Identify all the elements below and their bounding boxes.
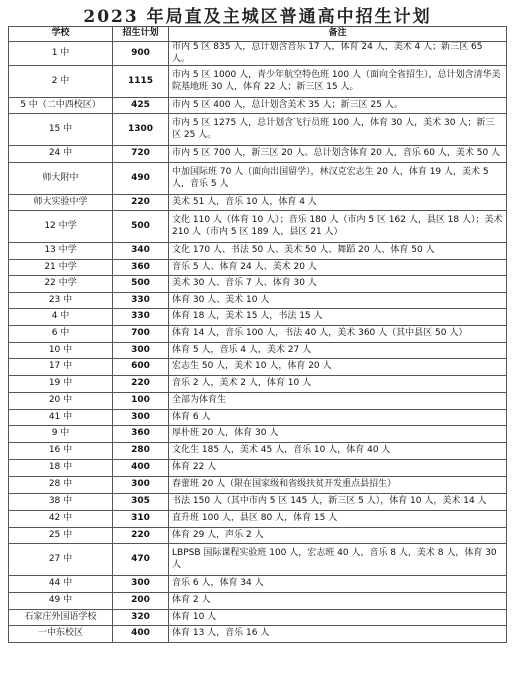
school-cell: 4 中 [9,309,113,326]
school-cell: 21 中学 [9,260,113,276]
table-row [9,146,507,163]
quota-cell: 100 [113,393,169,410]
quota-cell: 400 [113,460,169,477]
school-cell: 19 中 [9,376,113,393]
quota-cell: 500 [113,211,169,243]
note-cell: 宏志生 50 人，美术 10 人，体育 20 人 [169,359,507,376]
table-row [9,626,507,643]
school-cell: 42 中 [9,511,113,528]
note-cell: 体育 5 人，音乐 4 人，美术 27 人 [169,343,507,359]
note-cell: 美术 30 人、音乐 7 人、体育 30 人 [169,276,507,293]
note-cell: 体育 2 人 [169,593,507,610]
table-row [9,460,507,477]
table-row [9,293,507,309]
quota-cell: 280 [113,443,169,460]
quota-cell: 1115 [113,66,169,98]
quota-cell: 720 [113,146,169,163]
note-cell: 书法 150 人（其中市内 5 区 145 人，新三区 5 人），体育 10 人，美术 14 人 [169,494,507,511]
quota-cell: 220 [113,376,169,393]
school-cell: 18 中 [9,460,113,477]
note-cell: 体育 14 人，音乐 100 人，书法 40 人，美术 360 人（其中县区 50 人） [169,326,507,343]
quota-cell: 330 [113,293,169,309]
school-cell: 1 中 [9,42,113,66]
table-row [9,393,507,410]
quota-cell: 490 [113,163,169,195]
school-cell: 9 中 [9,426,113,443]
note-cell: 厚朴班 20 人，体育 30 人 [169,426,507,443]
note-cell: 直升班 100 人，县区 80 人，体育 15 人 [169,511,507,528]
quota-cell: 900 [113,42,169,66]
table-row [9,426,507,443]
quota-cell: 425 [113,98,169,114]
quota-cell: 360 [113,260,169,276]
header-quota: 招生计划 [113,27,169,42]
school-cell: 27 中 [9,544,113,576]
table-row [9,195,507,211]
table-body [9,42,507,643]
header-school: 学校 [9,27,113,42]
table-row [9,511,507,528]
table-row [9,98,507,114]
table-row [9,163,507,195]
note-cell: 体育 10 人 [169,610,507,626]
school-cell: 20 中 [9,393,113,410]
quota-cell: 700 [113,326,169,343]
quota-cell: 400 [113,626,169,643]
quota-cell: 300 [113,343,169,359]
quota-cell: 220 [113,195,169,211]
note-cell: 美术 51 人，音乐 10 人，体育 4 人 [169,195,507,211]
table-row [9,359,507,376]
table-row [9,260,507,276]
header-row [9,27,507,42]
school-cell: 28 中 [9,477,113,494]
quota-cell: 305 [113,494,169,511]
quota-cell: 300 [113,576,169,593]
note-cell: 市内 5 区 835 人，总计划含音乐 17 人，体育 24 人，美术 4 人；新三区 65 人。 [169,42,507,66]
quota-cell: 340 [113,243,169,260]
quota-cell: 330 [113,309,169,326]
note-cell: 体育 18 人，美术 15 人，书法 15 人 [169,309,507,326]
table-row [9,610,507,626]
quota-cell: 310 [113,511,169,528]
table-row [9,494,507,511]
school-cell: 41 中 [9,410,113,426]
note-cell: 音乐 2 人，美术 2 人，体育 10 人 [169,376,507,393]
note-cell: 文化 110 人（体育 10 人）；音乐 180 人（市内 5 区 162 人，县区 18 人）；美术 210 人（市内 5 区 189 人，县区 21 人） [169,211,507,243]
quota-cell: 600 [113,359,169,376]
note-cell: 市内 5 区 1000 人，青少年航空特色班 100 人（面向全省招生），总计划含清华美院基地班 30 人，体育 22 人；新三区 15 人。 [169,66,507,98]
school-cell: 2 中 [9,66,113,98]
note-cell: 市内 5 区 700 人，新三区 20 人。总计划含体育 20 人，音乐 60 人，美术 50 人 [169,146,507,163]
table-row [9,243,507,260]
note-cell: 体育 22 人 [169,460,507,477]
school-cell: 38 中 [9,494,113,511]
school-cell: 师大实验中学 [9,195,113,211]
school-cell: 25 中 [9,528,113,544]
quota-cell: 500 [113,276,169,293]
table-row [9,114,507,146]
school-cell: 44 中 [9,576,113,593]
note-cell: 市内 5 区 400 人，总计划含美术 35 人；新三区 25 人。 [169,98,507,114]
quota-cell: 200 [113,593,169,610]
note-cell: 文化生 185 人，美术 45 人，音乐 10 人，体育 40 人 [169,443,507,460]
school-cell: 石家庄外国语学校 [9,610,113,626]
table-row [9,528,507,544]
enrollment-plan-table [8,26,507,643]
note-cell: 音乐 6 人，体育 34 人 [169,576,507,593]
note-cell: 全部为体育生 [169,393,507,410]
quota-cell: 300 [113,410,169,426]
note-cell: 文化 170 人、书法 50 人、美术 50 人、舞蹈 20 人、体育 50 人 [169,243,507,260]
school-cell: 49 中 [9,593,113,610]
table-row [9,443,507,460]
note-cell: LBPSB 国际课程实验班 100 人，宏志班 40 人，音乐 8 人，美术 8 人，体育 30 人 [169,544,507,576]
header-notes: 备注 [169,27,507,42]
table-row [9,593,507,610]
table-row [9,42,507,66]
table-row [9,477,507,494]
school-cell: 24 中 [9,146,113,163]
school-cell: 5 中（二中西校区） [9,98,113,114]
table-row [9,326,507,343]
quota-cell: 1300 [113,114,169,146]
school-cell: 一中东校区 [9,626,113,643]
table-row [9,410,507,426]
table-row [9,211,507,243]
school-cell: 17 中 [9,359,113,376]
school-cell: 6 中 [9,326,113,343]
quota-cell: 300 [113,477,169,494]
table-row [9,343,507,359]
table-row [9,309,507,326]
table-row [9,576,507,593]
quota-cell: 470 [113,544,169,576]
school-cell: 22 中学 [9,276,113,293]
table-row [9,66,507,98]
quota-cell: 220 [113,528,169,544]
note-cell: 体育 30 人、美术 10 人 [169,293,507,309]
school-cell: 15 中 [9,114,113,146]
table-row [9,276,507,293]
note-cell: 体育 13 人，音乐 16 人 [169,626,507,643]
table-row [9,544,507,576]
table-row [9,376,507,393]
school-cell: 16 中 [9,443,113,460]
note-cell: 春蕾班 20 人（限在国家级和省级扶贫开发重点县招生） [169,477,507,494]
school-cell: 10 中 [9,343,113,359]
note-cell: 市内 5 区 1275 人，总计划含飞行员班 100 人，体育 30 人，美术 30 人；新三区 25 人。 [169,114,507,146]
note-cell: 中加国际班 70 人（面向出国留学），林汉克宏志生 20 人，体育 19 人，美术 5 人，音乐 5 人 [169,163,507,195]
school-cell: 23 中 [9,293,113,309]
note-cell: 音乐 5 人、体育 24 人、美术 20 人 [169,260,507,276]
note-cell: 体育 29 人，声乐 2 人 [169,528,507,544]
document-title: 2023 年局直及主城区普通高中招生计划 [83,7,432,27]
school-cell: 13 中学 [9,243,113,260]
quota-cell: 360 [113,426,169,443]
school-cell: 12 中学 [9,211,113,243]
quota-cell: 320 [113,610,169,626]
note-cell: 体育 6 人 [169,410,507,426]
school-cell: 师大附中 [9,163,113,195]
